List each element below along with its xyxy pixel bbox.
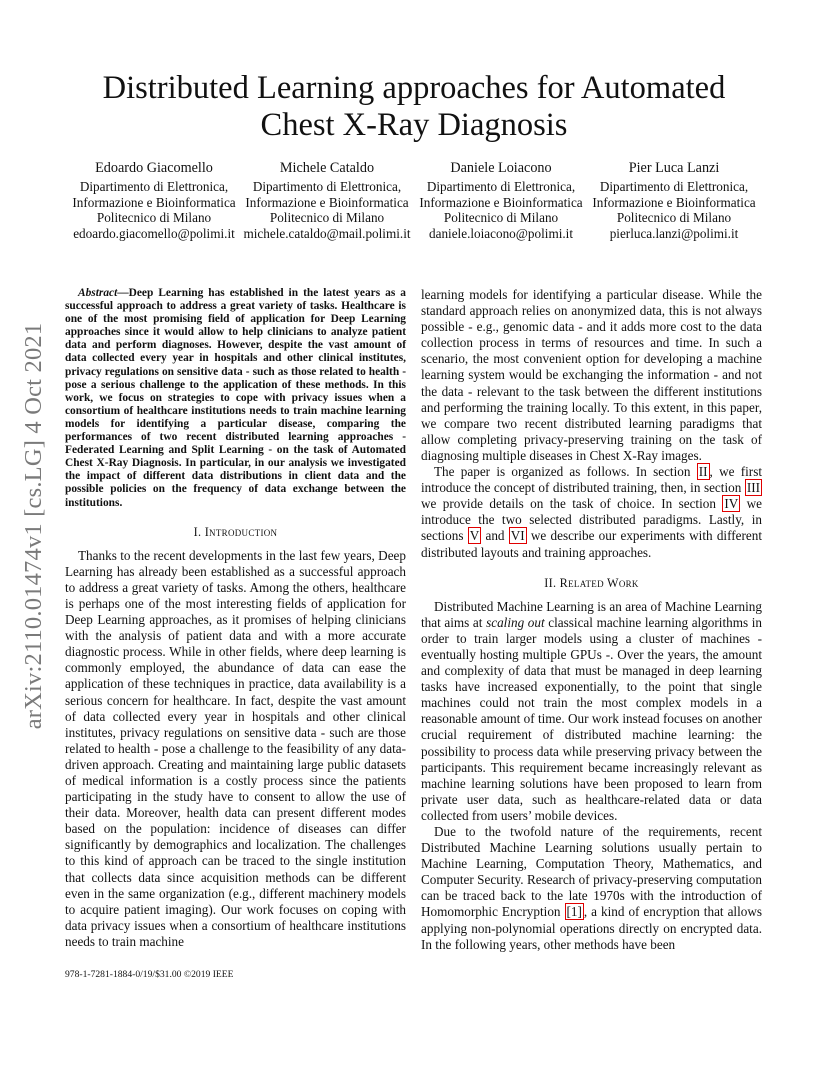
author-email: edoardo.giacomello@polimi.it xyxy=(73,225,235,241)
title-line-1: Distributed Learning approaches for Automated xyxy=(102,70,726,106)
arxiv-stamp-text: arXiv:2110.01474v1 [cs.LG] 4 Oct 2021 xyxy=(20,322,47,730)
intro-paragraph-organization xyxy=(421,464,762,561)
related-work-paragraph-1 xyxy=(421,599,762,824)
para-text: The paper is organized as follows. In section xyxy=(434,464,697,480)
author-3 xyxy=(411,160,591,241)
intro-paragraph-1: Thanks to the recent developments in the last few years, Deep Learning has already been established as a successful approach to address a great variety of tasks. Among the others, healthcare is perhaps one of the most interesting fields of application for Deep Learning approaches, as it promises of helping clinicians with the analysis of patient data and with a more accurate diagnostic process. While in other fields, where deep learning is commonly employed, the abundance of data can ease the application of these techniques in practice, data availability is a serious concern for healthcare. In fact, despite the vast amount of data collected every year in hospitals and other clinical institutes, privacy regulations on sensitive data - such are those related to health - pose a challenge to the feasibility of any data-driven approach. Creating and maintaining large public datasets of medical information is a costly process since the patients participating in the study have to consent to allow the use of their data. Moreover, health data can present different modes based on the population: incidence of diseases can differ significantly by demographics and localization. The challenges to this kind of approach can be traced to the single institution that collects data since acquisition methods can be different even in the same organization (e.g., different machinery models to acquire patient imaging). Our work focuses on coping with data privacy issues when a consortium of healthcare institutions needs to train machine xyxy=(65,547,406,949)
para-text: Due to the twofold nature of the requirements, recent Distributed Machine Learning solutions usually pertain to Machine Learning, Computation Theory, Mathematics, and Computer Security. Research of privacy-preserving computation can be traced back to the late 1970s with the introduction of Homomorphic Encryption xyxy=(421,824,762,920)
right-column xyxy=(421,287,762,953)
author-name: Daniele Loiacono xyxy=(450,160,552,176)
section-link-v[interactable]: V xyxy=(469,528,480,544)
section-link-vi[interactable]: VI xyxy=(510,528,525,544)
para-text: , a kind of encryption that allows applying non-polynomial operations directly on encrypted data. In the following years, other methods have been xyxy=(421,904,763,952)
para-text: Distributed Machine Learning is an area of Machine Learning that aims at xyxy=(421,598,762,630)
abstract-label: Abstract xyxy=(78,287,118,299)
author-institution: Politecnico di Milano xyxy=(616,210,732,226)
section-number: II. xyxy=(544,575,560,590)
author-institution: Politecnico di Milano xyxy=(269,210,385,226)
para-text: we introduce the two selected distributed paradigms. Lastly, in sections xyxy=(421,496,762,544)
author-2 xyxy=(237,160,417,241)
emphasis-text: scaling out xyxy=(486,614,545,630)
section-number: I. xyxy=(193,524,205,539)
para-text: classical machine learning algorithms in order to train larger models using a cluster of machines - eventually hosting multiple GPUs -. Over the years, the amount and complexity of data that must be managed in deep learning tasks have increased exponentially, to the point that single machines could not train the most complex models in a reasonable amount of time. Our work instead focuses on another crucial requirement of distributed machine learning: the possibility to process data while preserving privacy between the participants. This requirement became increasingly relevant as machine learning solutions have been proposed to learn from private user data, such as healthcare-related data or data collected from users’ mobile devices. xyxy=(421,614,762,823)
para-text: and xyxy=(481,528,509,544)
author-email: pierluca.lanzi@polimi.it xyxy=(609,225,739,241)
author-4 xyxy=(584,160,764,241)
author-dept: Informazione e Bioinformatica xyxy=(592,194,756,210)
section-title: Related Work xyxy=(559,575,639,590)
author-institution: Politecnico di Milano xyxy=(443,210,559,226)
title-line-2: Chest X-Ray Diagnosis xyxy=(260,107,568,143)
section-heading-introduction xyxy=(65,524,406,540)
para-text: we describe our experiments with different distributed layouts and training approaches. xyxy=(421,528,762,560)
section-title: Introduction xyxy=(204,524,278,539)
citation-link-1[interactable]: [1] xyxy=(566,904,582,920)
author-name: Edoardo Giacomello xyxy=(95,160,213,176)
author-dept: Informazione e Bioinformatica xyxy=(419,194,583,210)
author-dept: Dipartimento di Elettronica, xyxy=(599,179,749,194)
author-dept: Dipartimento di Elettronica, xyxy=(79,179,229,194)
section-heading-related-work xyxy=(421,575,762,591)
left-column xyxy=(65,287,406,950)
arxiv-stamp xyxy=(19,294,49,758)
author-email: michele.cataldo@mail.polimi.it xyxy=(243,225,411,241)
author-dept: Dipartimento di Elettronica, xyxy=(252,179,402,194)
author-dept: Dipartimento di Elettronica, xyxy=(426,179,576,194)
author-institution: Politecnico di Milano xyxy=(96,210,212,226)
section-link-iii[interactable]: III xyxy=(746,480,760,496)
copyright-footer: 978-1-7281-1884-0/19/$31.00 ©2019 IEEE xyxy=(65,969,234,980)
section-link-ii[interactable]: II xyxy=(698,464,708,480)
abstract xyxy=(65,287,406,510)
related-work-paragraph-2 xyxy=(421,824,762,953)
paper-title xyxy=(60,70,768,144)
para-text: we provide details on the task of choice. In section xyxy=(421,496,723,512)
author-dept: Informazione e Bioinformatica xyxy=(245,194,409,210)
author-name: Pier Luca Lanzi xyxy=(628,160,720,176)
author-dept: Informazione e Bioinformatica xyxy=(72,194,236,210)
para-text: , we first introduce the concept of distributed training, then, in section xyxy=(421,464,762,496)
abstract-text: —Deep Learning has established in the latest years as a successful approach to address a great variety of tasks. Healthcare is one of the most promising field of application for Deep Learning approaches since it would allow to help clinicians to analyze patient data and perform diagnoses. However, despite the vast amount of data collected every year in hospitals and other clinical institutes, privacy regulations on sensitive data - such as those related to health - pose a serious challenge to the application of these methods. In this work, we focus on strategies to cope with privacy issues when a consortium of healthcare institutions needs to train machine learning models for identifying a particular disease, comparing the performances of two recent distributed learning approaches - Federated Learning and Split Learning - on the task of Automated Chest X-Ray Diagnosis. In particular, in our analysis we investigated the impact of different data distributions in client data and the possible policies on the frequency of data exchange between the institutions. xyxy=(65,287,406,509)
author-name: Michele Cataldo xyxy=(279,160,375,176)
intro-paragraph-1-continued: learning models for identifying a particular disease. While the standard approach relies on anonymized data, this is not always possible - e.g., genomic data - and it adds more cost to the data collection process in terms of resources and time. In such a scenario, the most convenient option for developing a machine learning system would be exchanging the information - and not the data - relevant to the task between the different institutions and performing the training locally. To this extent, in this paper, we compare two recent distributed learning paradigms that allow completing privacy-preserving training on the task of diagnosing multiple diseases in Chest X-Ray images. xyxy=(421,287,762,463)
section-link-iv[interactable]: IV xyxy=(724,496,739,512)
author-1 xyxy=(64,160,244,241)
author-email: daniele.loiacono@polimi.it xyxy=(429,225,573,241)
